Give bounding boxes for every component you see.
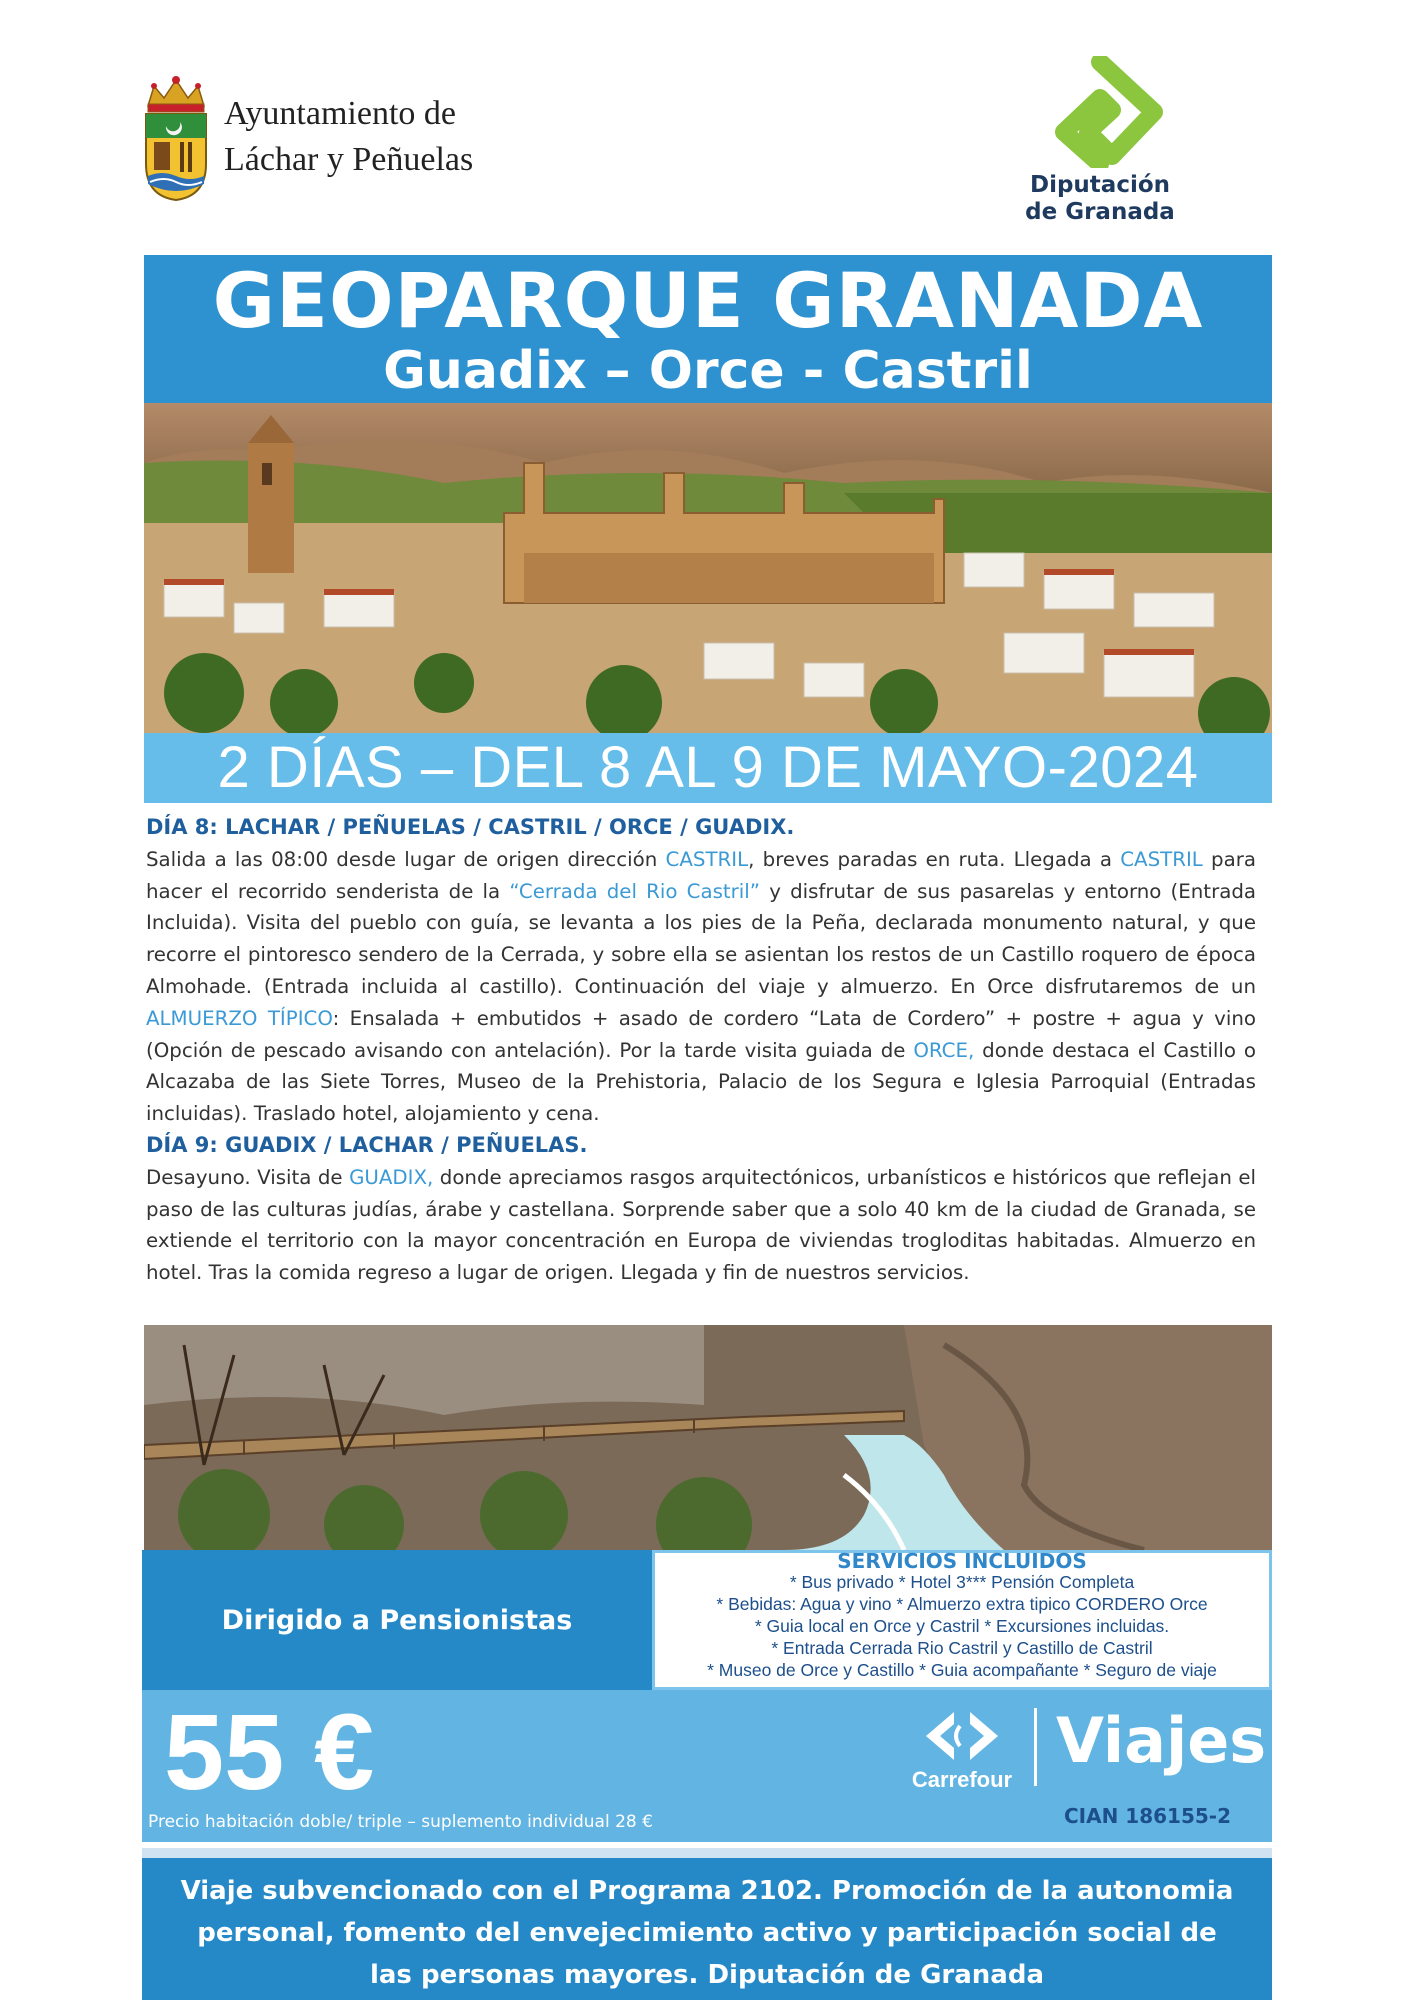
ayuntamiento-logo (140, 72, 500, 202)
price-bar (142, 1690, 1272, 1842)
highlight-cerrada: “Cerrada del Rio Castril” (509, 879, 761, 903)
highlight-almuerzo: ALMUERZO TÍPICO (146, 1006, 333, 1030)
day8-text: y disfrutar de sus pasarelas y entorno (Entrada Incluida). Visita del pueblo con guía, se levanta a los pies de la Peña, declarada monumento natural, y que recorre el pintoresco sendero de la Cerrada, y sobre ella se asientan los restos de un Castillo roquero de época Almohade. (Entrada incluida al castillo). Continuación del viaje y almuerzo. En Orce disfrutaremos de un (146, 879, 1256, 998)
services-heading: SERVICIOS INCLUIDOS (837, 1549, 1087, 1573)
ayuntamiento-name-line2: Láchar y Peñuelas (224, 141, 474, 178)
highlight-castril: CASTRIL (1120, 847, 1203, 871)
carrefour-logo (902, 1708, 1022, 1793)
day8-text: para hacer el recorrido senderista de la (146, 847, 1256, 903)
diputacion-name-line2: de Granada (1025, 199, 1175, 225)
footer-line1: Viaje subvencionado con el Programa 2102. Promoción de la autonomia (180, 1876, 1234, 1906)
footer-line2: personal, fomento del envejecimiento activo y participación social de (197, 1918, 1217, 1948)
day8-text: Salida a las 08:00 desde lugar de origen dirección (146, 847, 666, 871)
footer-note (142, 1858, 1272, 2000)
cerrada-castril-photo (144, 1325, 1272, 1550)
page-subtitle: Guadix – Orce - Castril (383, 341, 1033, 401)
viajes-label: Viajes (1056, 1704, 1267, 1777)
divider (1034, 1708, 1037, 1786)
day8-paragraph (146, 844, 1256, 1130)
diputacion-emblem-icon (1030, 56, 1170, 168)
pensionistas-label: Dirigido a Pensionistas (221, 1604, 573, 1636)
guadix-alcazaba-photo (144, 403, 1272, 733)
highlight-guadix: GUADIX, (349, 1165, 434, 1189)
day9-paragraph (146, 1162, 1256, 1289)
page-title: GEOPARQUE GRANADA (212, 256, 1204, 345)
day8-text: donde destaca el Castillo o Alcazaba de las Siete Torres, Museo de la Prehistoria, Palacio de los Segura e Iglesia Parroquial (Entradas incluidas). Traslado hotel, alojamiento y cena. (146, 1038, 1256, 1126)
service-line: * Guia local en Orce y Castril * Excursiones incluidas. (754, 1616, 1170, 1636)
carrefour-name: Carrefour (911, 1767, 1013, 1792)
day8-text: : Ensalada + embutidos + asado de cordero “Lata de Cordero” + postre + agua y vino (Opción de pescado avisando con antelación). Por la tarde visita guiada de (146, 1006, 1256, 1062)
pensionistas-box (142, 1550, 652, 1690)
day9-text: donde apreciamos rasgos arquitectónicos, urbanísticos e históricos que reflejan el paso de las culturas judías, árabe y castellana. Sorprende saber que a solo 40 km de la ciudad de Granada, se extiende el territorio con la mayor concentración en Europa de viviendas trogloditas habitadas. Almuerzo en hotel. Tras la comida regreso a lugar de origen. Llegada y fin de nuestros servicios. (146, 1165, 1256, 1285)
dates-bar (144, 733, 1272, 803)
cian-code: CIAN 186155-2 (1064, 1804, 1232, 1828)
title-banner (144, 255, 1272, 403)
diputacion-name-line1: Diputación (1029, 172, 1171, 198)
day8-heading: DÍA 8: LACHAR / PEÑUELAS / CASTRIL / ORCE / GUADIX. (146, 815, 795, 839)
service-line: * Bebidas: Agua y vino * Almuerzo extra tipico CORDERO Orce (716, 1594, 1208, 1614)
footer-divider (142, 1848, 1272, 1858)
diputacion-logo (1010, 56, 1190, 236)
trip-dates: 2 DÍAS – DEL 8 AL 9 DE MAYO-2024 (217, 735, 1199, 800)
highlight-castril: CASTRIL (665, 847, 749, 871)
itinerary (146, 812, 1256, 1289)
day8-text: , breves paradas en ruta. Llegada a (748, 847, 1121, 871)
price-amount: 55 € (164, 1691, 375, 1812)
coat-of-arms-icon (140, 72, 212, 202)
price-note: Precio habitación doble/ triple – suplemento individual 28 € (148, 1812, 653, 1832)
services-box (652, 1550, 1272, 1690)
service-line: * Museo de Orce y Castillo * Guia acompañante * Seguro de viaje (707, 1660, 1217, 1680)
service-line: * Entrada Cerrada Rio Castril y Castillo de Castril (771, 1638, 1153, 1658)
highlight-orce: ORCE, (913, 1038, 975, 1062)
day9-text: Desayuno. Visita de (146, 1165, 350, 1189)
ayuntamiento-name-line1: Ayuntamiento de (224, 95, 456, 132)
day9-heading: DÍA 9: GUADIX / LACHAR / PEÑUELAS. (146, 1132, 588, 1157)
service-line: * Bus privado * Hotel 3*** Pensión Completa (789, 1572, 1135, 1592)
carrefour-icon (914, 1708, 1010, 1764)
footer-line3: las personas mayores. Diputación de Granada (369, 1960, 1045, 1990)
